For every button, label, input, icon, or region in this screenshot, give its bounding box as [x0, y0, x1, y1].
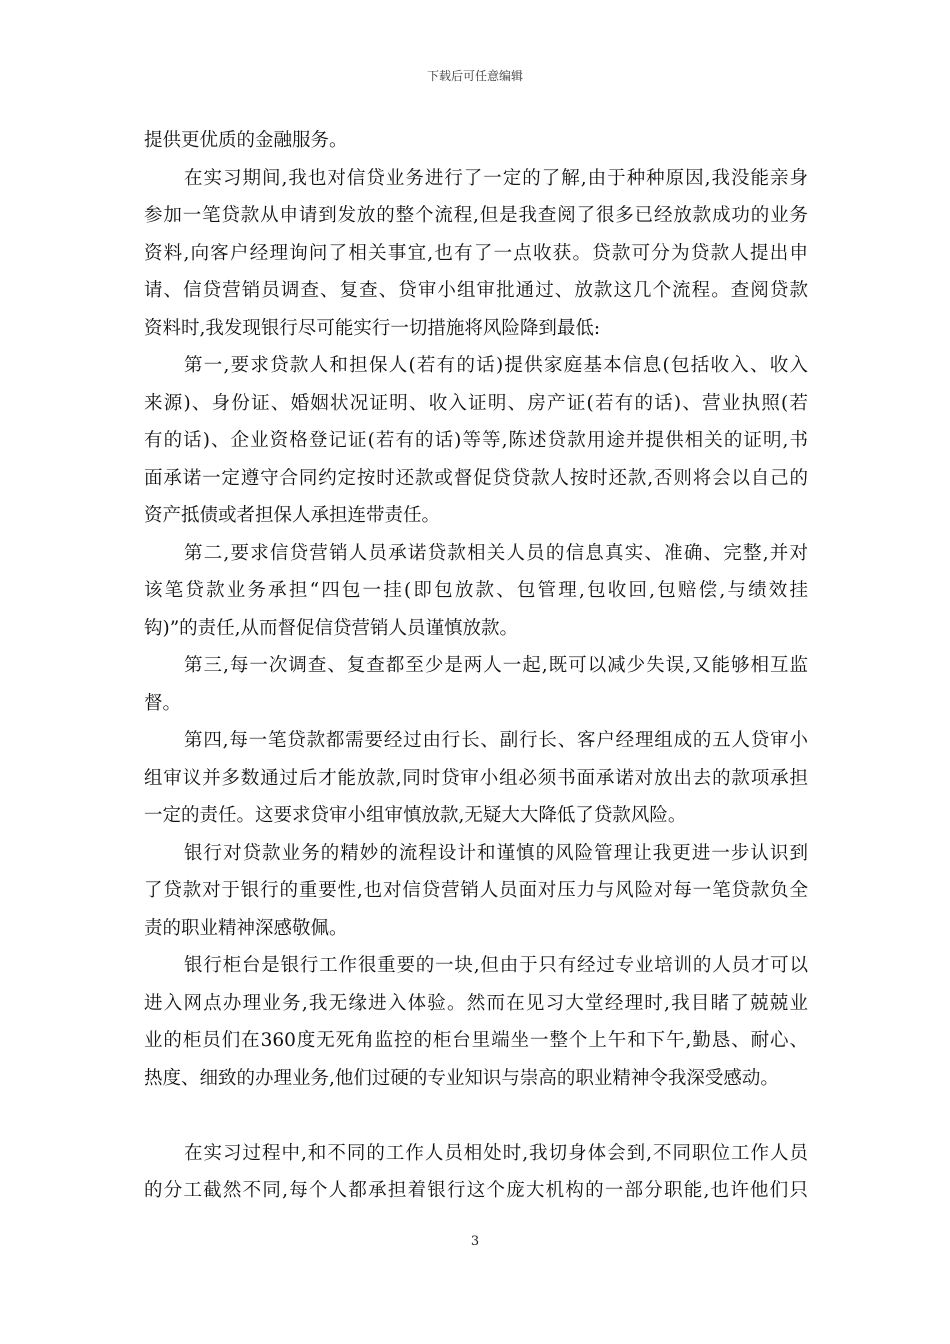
text-line: 请、信贷营销员调查、复查、贷审小组审批通过、放款这几个流程。查阅贷款: [144, 280, 808, 301]
text-line: 第四,每一笔贷款都需要经过由行长、副行长、客户经理组成的五人贷审小: [184, 730, 808, 751]
text-line: 来源)、身份证、婚姻状况证明、收入证明、房产证(若有的话)、营业执照(若: [144, 392, 808, 414]
text-line: 进入网点办理业务,我无缘进入体验。然而在见习大堂经理时,我目睹了兢兢业: [144, 992, 808, 1014]
document-body: [144, 122, 808, 1210]
text-line: 面承诺一定遵守合同约定按时还款或督促贷贷款人按时还款,否则将会以自己的: [144, 467, 808, 489]
text-line: 第一,要求贷款人和担保人(若有的话)提供家庭基本信息(包括收入、收入: [184, 355, 808, 376]
text-line: 该笔贷款业务承担“四包一挂(即包放款、包管理,包收回,包赔偿,与绩效挂: [144, 580, 808, 601]
text-line: 资料,向客户经理询问了相关事宜,也有了一点收获。贷款可分为贷款人提出申: [144, 242, 808, 264]
text-line: 资产抵债或者担保人承担连带责任。: [144, 505, 441, 526]
text-line: 了贷款对于银行的重要性,也对信贷营销人员面对压力与风险对每一笔贷款负全: [144, 880, 808, 901]
text-line: 参加一笔贷款从申请到发放的整个流程,但是我查阅了很多已经放款成功的业务: [144, 205, 808, 226]
text-line: 组审议并多数通过后才能放款,同时贷审小组必须书面承诺对放出去的款项承担: [144, 767, 808, 789]
text-line: 银行柜台是银行工作很重要的一块,但由于只有经过专业培训的人员才可以: [184, 955, 808, 976]
text-line: 的分工截然不同,每个人都承担着银行这个庞大机构的一部分职能,也许他们只: [144, 1180, 808, 1201]
text-line: 业的柜员们在360度无死角监控的柜台里端坐一整个上午和下午,勤恳、耐心、: [144, 1030, 808, 1051]
text-line: 一定的责任。这要求贷审小组审慎放款,无疑大大降低了贷款风险。: [144, 805, 687, 826]
text-line: 第二,要求信贷营销人员承诺贷款相关人员的信息真实、准确、完整,并对: [184, 542, 808, 564]
paragraph-gap: [144, 1097, 808, 1135]
text-line: 责的职业精神深感敬佩。: [144, 917, 348, 939]
text-line: 有的话)、企业资格登记证(若有的话)等等,陈述贷款用途并提供相关的证明,书: [144, 430, 808, 451]
page-number: 3: [470, 1234, 480, 1249]
text-line: 督。: [144, 692, 182, 714]
text-line: 在实习期间,我也对信贷业务进行了一定的了解,由于种种原因,我没能亲身: [184, 167, 808, 189]
text-line: 钩)”的责任,从而督促信贷营销人员谨慎放款。: [144, 617, 519, 639]
text-line: 银行对贷款业务的精妙的流程设计和谨慎的风险管理让我更进一步认识到: [184, 842, 808, 864]
text-line: 在实习过程中,和不同的工作人员相处时,我切身体会到,不同职位工作人员: [184, 1142, 808, 1164]
text-line: 第三,每一次调查、复查都至少是两人一起,既可以减少失误,又能够相互监: [184, 655, 808, 676]
text-line: 资料时,我发现银行尽可能实行一切措施将风险降到最低:: [144, 317, 601, 339]
text-line: 热度、细致的办理业务,他们过硬的专业知识与崇高的职业精神令我深受感动。: [144, 1067, 779, 1089]
page-header: 下载后可任意编辑: [426, 69, 523, 83]
text-line: 提供更优质的金融服务。: [144, 130, 348, 151]
